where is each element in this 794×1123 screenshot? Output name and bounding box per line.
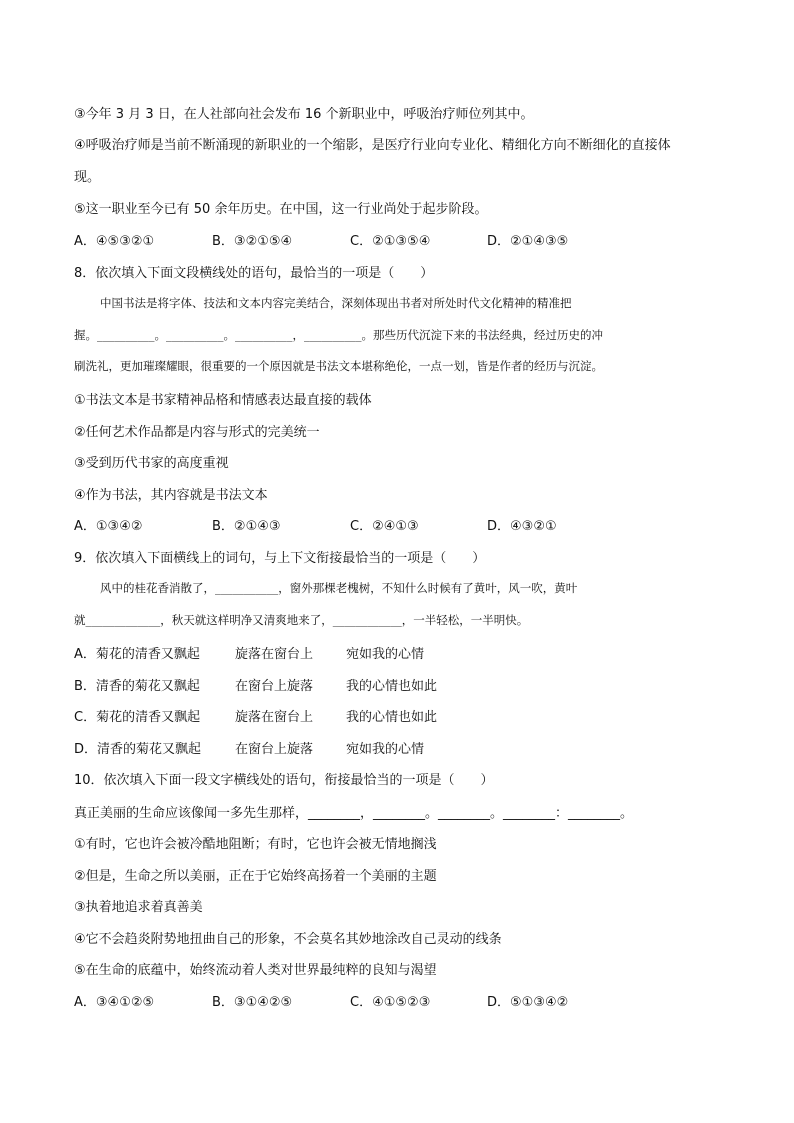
q8-passage-line-3: 刷洗礼，更加璀璨耀眼，很重要的一个原因就是书法文本堪称绝伦，一点一划，皆是作者的经历与沉淀。 [74, 359, 603, 373]
q8-passage-line-1: 中国书法是将字体、技法和文本内容完美结合，深刻体现出书者对所处时代文化精神的精准把 [100, 296, 572, 310]
q8-item-2: ②任何艺术作品都是内容与形式的完美统一 [74, 425, 320, 440]
q9-option-c-part-2: 旋落在窗台上 [235, 710, 314, 725]
q7-option-a: A．④⑤③②① [74, 234, 155, 249]
q8-option-b: B．②①④③ [212, 519, 281, 534]
q9-stem: 9．依次填入下面横线上的词句，与上下文衔接最恰当的一项是（ ） [74, 551, 486, 566]
q10-options [74, 991, 724, 1011]
q7-item-5: ⑤这一职业至今已有 50 余年历史。在中国，这一行业尚处于起步阶段。 [74, 202, 488, 217]
q8-item-4: ④作为书法，其内容就是书法文本 [74, 488, 268, 503]
q9-option-c [74, 706, 724, 726]
q9-option-a [74, 643, 724, 663]
q7-option-b: B．③②①⑤④ [212, 234, 293, 249]
q10-item-3: ③执着地追求着真善美 [74, 900, 203, 915]
q10-option-d: D．⑤①③④② [487, 995, 569, 1010]
q9-option-b-part-1: B．清香的菊花又飘起 [74, 679, 200, 694]
q7-item-4: ④呼吸治疗师是当前不断涌现的新职业的一个缩影，是医疗行业向专业化、精细化方向不断细化的直接体 [74, 138, 671, 153]
q8-item-3: ③受到历代书家的高度重视 [74, 456, 229, 471]
q9-option-a-part-1: A．菊花的清香又飘起 [74, 647, 200, 662]
q8-option-d: D．④③②① [487, 519, 557, 534]
q10-option-b: B．③①④②⑤ [212, 995, 293, 1010]
q9-option-b-part-3: 我的心情也如此 [346, 679, 438, 694]
q9-option-d-part-1: D．清香的菊花又飘起 [74, 742, 202, 757]
q8-options [74, 515, 724, 535]
q9-option-d-part-2: 在窗台上旋落 [235, 742, 314, 757]
q7-option-d: D．②①④③⑤ [487, 234, 569, 249]
q9-passage-line-1: 风中的桂花香消散了，___________，窗外那棵老槐树，不知什么时候有了黄叶，风一吹，黄叶 [100, 581, 578, 595]
q9-option-b [74, 675, 724, 695]
q10-option-c: C．④①⑤②③ [350, 995, 431, 1010]
q9-option-a-part-3: 宛如我的心情 [346, 647, 425, 662]
q9-option-d [74, 738, 724, 758]
q8-option-c: C．②④①③ [350, 519, 419, 534]
q10-item-4: ④它不会趋炎附势地扭曲自己的形象，不会莫名其妙地涂改自己灵动的线条 [74, 932, 502, 947]
q9-option-c-part-3: 我的心情也如此 [346, 710, 438, 725]
q10-item-1: ①有时，它也许会被冷酷地阻断；有时，它也许会被无情地搁浅 [74, 837, 437, 852]
q9-option-d-part-3: 宛如我的心情 [346, 742, 425, 757]
q10-option-a: A．③④①②⑤ [74, 995, 155, 1010]
q7-item-3: ③今年 3 月 3 日，在人社部向社会发布 16 个新职业中，呼吸治疗师位列其中。 [74, 107, 534, 122]
q7-options [74, 230, 724, 250]
q9-option-a-part-2: 旋落在窗台上 [235, 647, 314, 662]
q7-option-c: C．②①③⑤④ [350, 234, 431, 249]
q8-passage-line-2: 握。__________。__________。__________，__________。那些历代沉淀下来的书法经典，经过历史的冲 [74, 328, 603, 342]
q9-passage-line-2: 就_____________，秋天就这样明净又清爽地来了，____________，一半轻松，一半明快。 [74, 613, 529, 627]
q9-option-b-part-2: 在窗台上旋落 [235, 679, 314, 694]
q7-item-4-cont: 现。 [74, 170, 101, 185]
q8-item-1: ①书法文本是书家精神品格和情感表达最直接的载体 [74, 393, 372, 408]
q8-stem: 8．依次填入下面文段横线处的语句，最恰当的一项是（ ） [74, 266, 434, 281]
q10-passage: 真正美丽的生命应该像闻一多先生那样，________，________。________。________：________。 [74, 806, 634, 821]
q8-option-a: A．①③④② [74, 519, 143, 534]
q9-option-c-part-1: C．菊花的清香又飘起 [74, 710, 201, 725]
q10-item-5: ⑤在生命的底蕴中，始终流动着人类对世界最纯粹的良知与渴望 [74, 963, 437, 978]
q10-stem: 10．依次填入下面一段文字横线处的语句，衔接最恰当的一项是（ ） [74, 773, 494, 788]
q10-item-2: ②但是，生命之所以美丽，正在于它始终高扬着一个美丽的主题 [74, 869, 437, 884]
